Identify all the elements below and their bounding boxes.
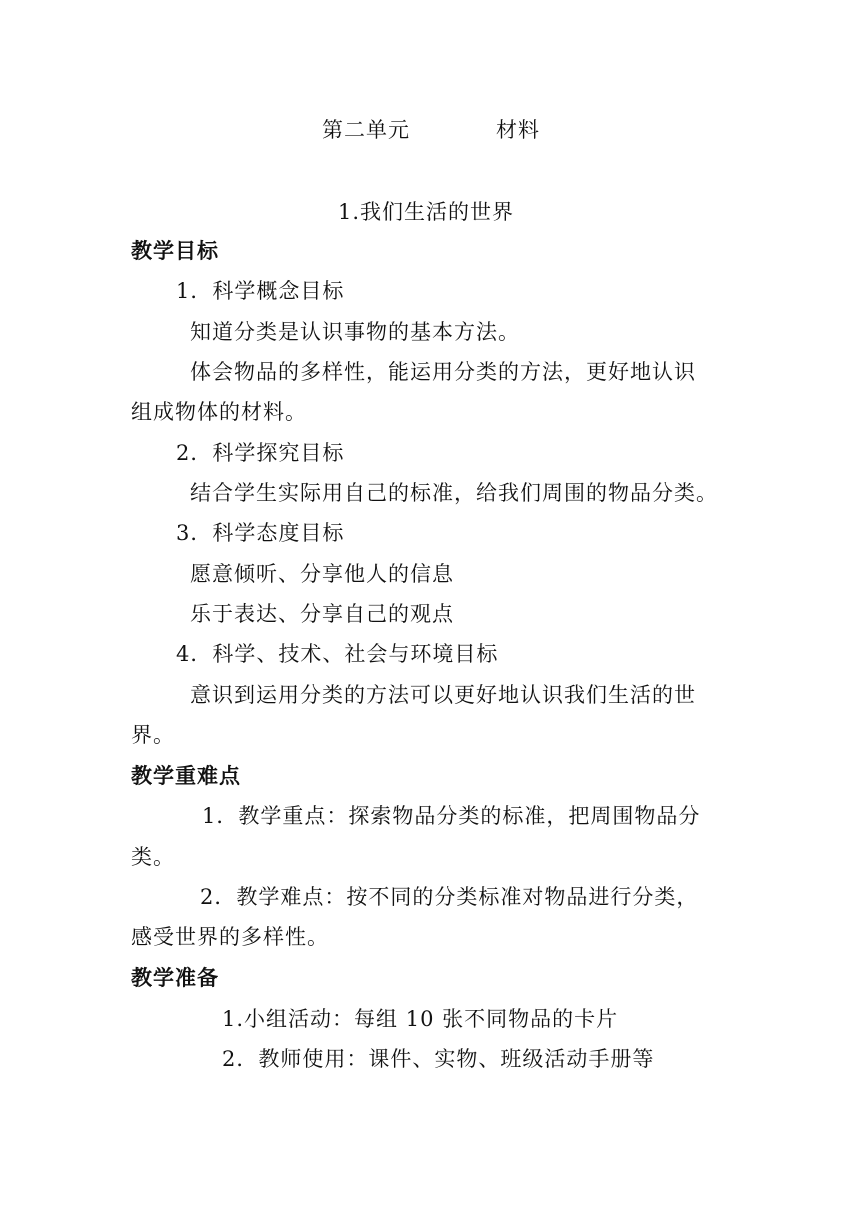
- preparation-item-1: 1.小组活动：每组 10 张不同物品的卡片: [222, 1007, 619, 1031]
- objective-3-text-1: 愿意倾听、分享他人的信息: [190, 562, 454, 586]
- key-point-1-line-1: 1．教学重点：探索物品分类的标准，把周围物品分: [202, 804, 701, 828]
- section-heading-preparation: 教学准备: [131, 966, 219, 990]
- objective-2-text: 结合学生实际用自己的标准，给我们周围的物品分类。: [190, 481, 718, 505]
- objective-2-label: 2．科学探究目标: [176, 441, 345, 465]
- key-point-2-line-1: 2．教学难点：按不同的分类标准对物品进行分类，: [200, 885, 699, 909]
- objective-4-text-line-1: 意识到运用分类的方法可以更好地认识我们生活的世: [190, 683, 696, 707]
- objective-4-label: 4．科学、技术、社会与环境目标: [176, 642, 499, 666]
- objective-3-label: 3．科学态度目标: [176, 521, 345, 545]
- objective-1-label: 1．科学概念目标: [176, 279, 345, 303]
- objective-1-text-2-line-1: 体会物品的多样性，能运用分类的方法，更好地认识: [190, 360, 696, 384]
- objective-3-text-2: 乐于表达、分享自己的观点: [190, 602, 454, 626]
- unit-title-number: 第二单元: [322, 118, 410, 142]
- objective-1-text-2-line-2: 组成物体的材料。: [131, 400, 307, 424]
- lesson-title: 1.我们生活的世界: [338, 200, 515, 224]
- section-heading-key-points: 教学重难点: [131, 764, 241, 788]
- objective-1-text-1: 知道分类是认识事物的基本方法。: [190, 320, 520, 344]
- unit-title-name: 材料: [496, 118, 540, 142]
- key-point-1-line-2: 类。: [131, 845, 175, 869]
- key-point-2-line-2: 感受世界的多样性。: [131, 925, 329, 949]
- objective-4-text-line-2: 界。: [131, 723, 175, 747]
- preparation-item-2: 2．教师使用：课件、实物、班级活动手册等: [222, 1047, 655, 1071]
- section-heading-objectives: 教学目标: [131, 239, 219, 263]
